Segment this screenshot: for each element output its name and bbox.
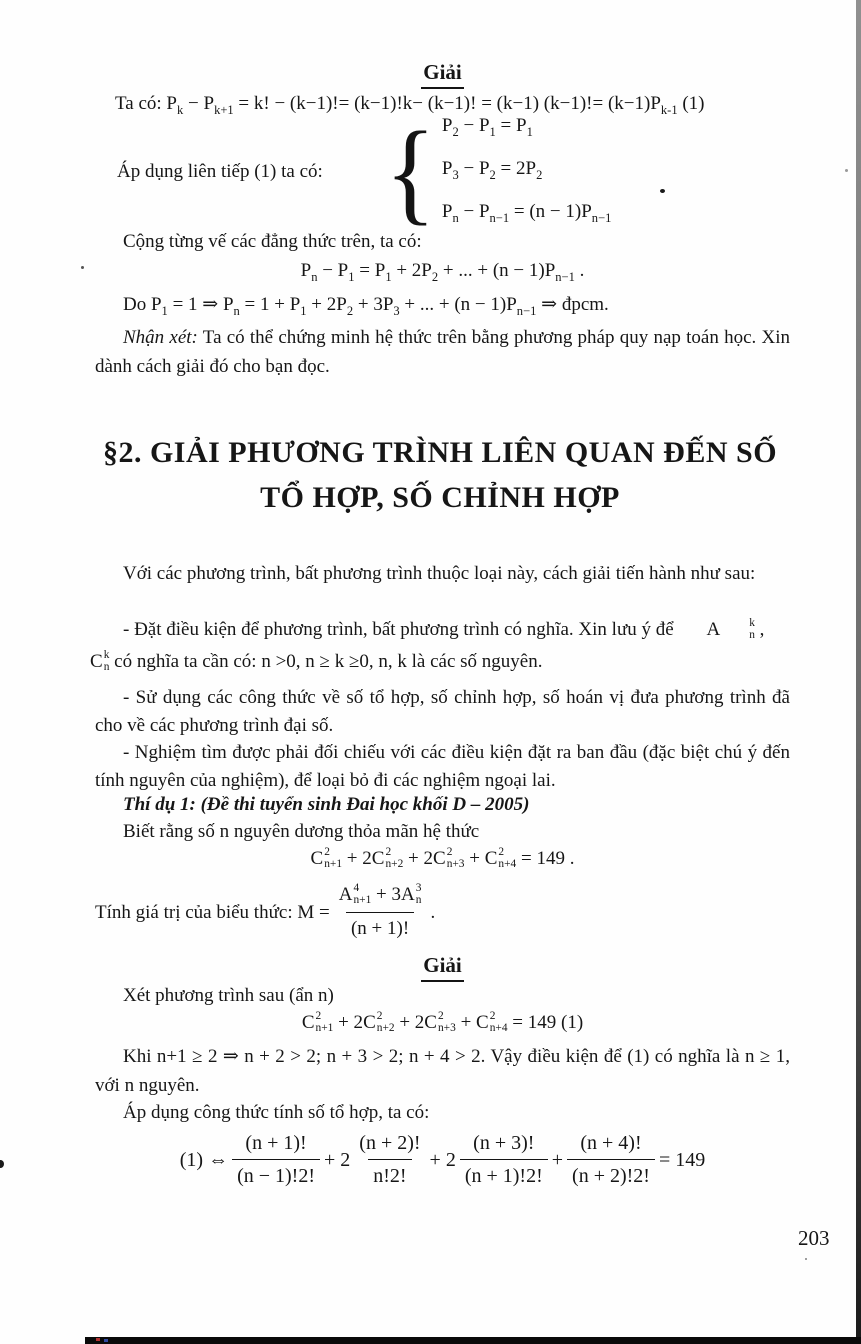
- scan-edge-bottom-bar: [85, 1337, 861, 1344]
- system-eq-2: $P_3 - P_2 = 2P_2$: [441, 158, 543, 182]
- page-number: 203: [798, 1226, 830, 1250]
- left-brace: {: [385, 108, 436, 235]
- giai-heading-2: Giải: [421, 951, 464, 982]
- solution-apply-label: Áp dụng công thức tính số tổ hợp, ta có:: [123, 1102, 430, 1123]
- ink-speck: [81, 266, 84, 269]
- equation-system: [95, 108, 790, 235]
- solution-big-equation: (1) ⇔ $\frac{(n + 1)!}{(n - 1)!2!}$ + 2 $\frac{(n + 2)!}{n!2!}$ + 2 $\frac{(n + 3)!}{(n + 1)!2!}$ + $\frac{(n + 4)!}{(n + 2)!2!}$ = 149: [95, 1126, 790, 1194]
- section-title-line2: TỔ HỢP, SỐ CHỈNH HỢP: [260, 481, 620, 514]
- solution-consider: Xét phương trình sau (ẩn n): [123, 985, 334, 1006]
- example-equation: C 2 n+1 + 2 C 2 n+2 + 2 C 2 n+3 + C 2 n+4 = 149 .: [310, 845, 575, 870]
- scan-edge-right: [856, 0, 861, 1344]
- sum-equation: $P_n - P_1 = P_1 + 2P_2$ + ... + $(n - 1)P_{n-1}$ .: [300, 260, 585, 284]
- example-label: Thí dụ 1: (Đề thi tuyển sinh Đai học khối D – 2005): [123, 794, 530, 815]
- ink-speck: [0, 1160, 4, 1168]
- ink-speck: [660, 189, 665, 193]
- intro-paragraph-4: - Nghiệm tìm được phải đối chiếu với các điều kiện đặt ra ban đầu (đặc biệt chú ý đến tính nguyên của nghiệm), để loại bỏ đi các nghiệm ngoại lai.: [95, 742, 790, 791]
- solution-equation-1: C 2 n+1 + 2 C 2 n+2 + 2 C 2 n+3 + C 2 n+4 = 149 (1): [301, 1009, 584, 1034]
- remark-text: Ta có thể chứng minh hệ thức trên bằng phương pháp quy nạp toán học. Xin dành cách giải đó cho bạn đọc.: [95, 327, 790, 377]
- sum-label: Cộng từng vế các đẳng thức trên, ta có:: [123, 231, 422, 252]
- remark-paragraph: [95, 323, 790, 381]
- section-title: [60, 430, 820, 520]
- system-label: Áp dụng liên tiếp (1) ta có:: [117, 161, 323, 182]
- solution-condition: Khi n+1 ≥ 2 ⇒ n + 2 > 2; n + 3 > 2; n + 4 > 2. Vậy điều kiện để (1) có nghĩa là n ≥ 1, với n nguyên.: [95, 1046, 790, 1096]
- section-title-line1: §2. GIẢI PHƯƠNG TRÌNH LIÊN QUAN ĐẾN SỐ: [102, 436, 778, 469]
- example-ask: Tính giá trị của biểu thức: M = A 4 n+1 + 3 A 3 n (n + 1)! .: [95, 882, 790, 944]
- scan-color-speck: [96, 1338, 100, 1341]
- conclusion-line: Do $P_1 = 1$ ⇒ $P_n = 1 + P_1 + 2P_2 + 3P_3$ + ... + $(n - 1)P_{n-1}$ ⇒ đpcm.: [123, 294, 609, 318]
- ink-speck: [805, 1258, 807, 1260]
- ink-speck: [845, 169, 848, 172]
- system-equations: [442, 114, 612, 229]
- solution-heading: [95, 951, 790, 982]
- remark-label: Nhận xét:: [123, 327, 198, 348]
- intro-paragraph-2b: C k n có nghĩa ta cần có: n >0, n ≥ k ≥0, n, k là các số nguyên.: [90, 648, 543, 673]
- system-eq-3: $P_n - P_{n-1} = (n - 1)P_{n-1}$: [441, 200, 612, 225]
- equation-taco: Ta có: $P_k - P_{k+1} = k$! − (k−1)!= (k−1)!k− (k−1)! = (k−1) $(k-1)!= (k-1)P_{k-1}$ (1): [115, 93, 705, 117]
- solution-heading-top: [95, 58, 790, 89]
- intro-paragraph-1: Với các phương trình, bất phương trình thuộc loại này, cách giải tiến hành như sau:: [123, 563, 756, 584]
- intro-paragraph-2: - Đặt điều kiện để phương trình, bất phương trình có nghĩa. Xin lưu ý để A k n ,: [123, 616, 765, 641]
- giai-heading: Giải: [421, 58, 464, 89]
- example-given: Biết rằng số n nguyên dương thỏa mãn hệ thức: [123, 821, 480, 842]
- intro-paragraph-3: - Sử dụng các công thức về số tổ hợp, số chỉnh hợp, số hoán vị đưa phương trình đã cho về các phương trình đại số.: [95, 687, 790, 736]
- system-eq-1: $P_2 - P_1 = P_1$: [441, 115, 533, 140]
- scan-color-speck: [104, 1339, 108, 1342]
